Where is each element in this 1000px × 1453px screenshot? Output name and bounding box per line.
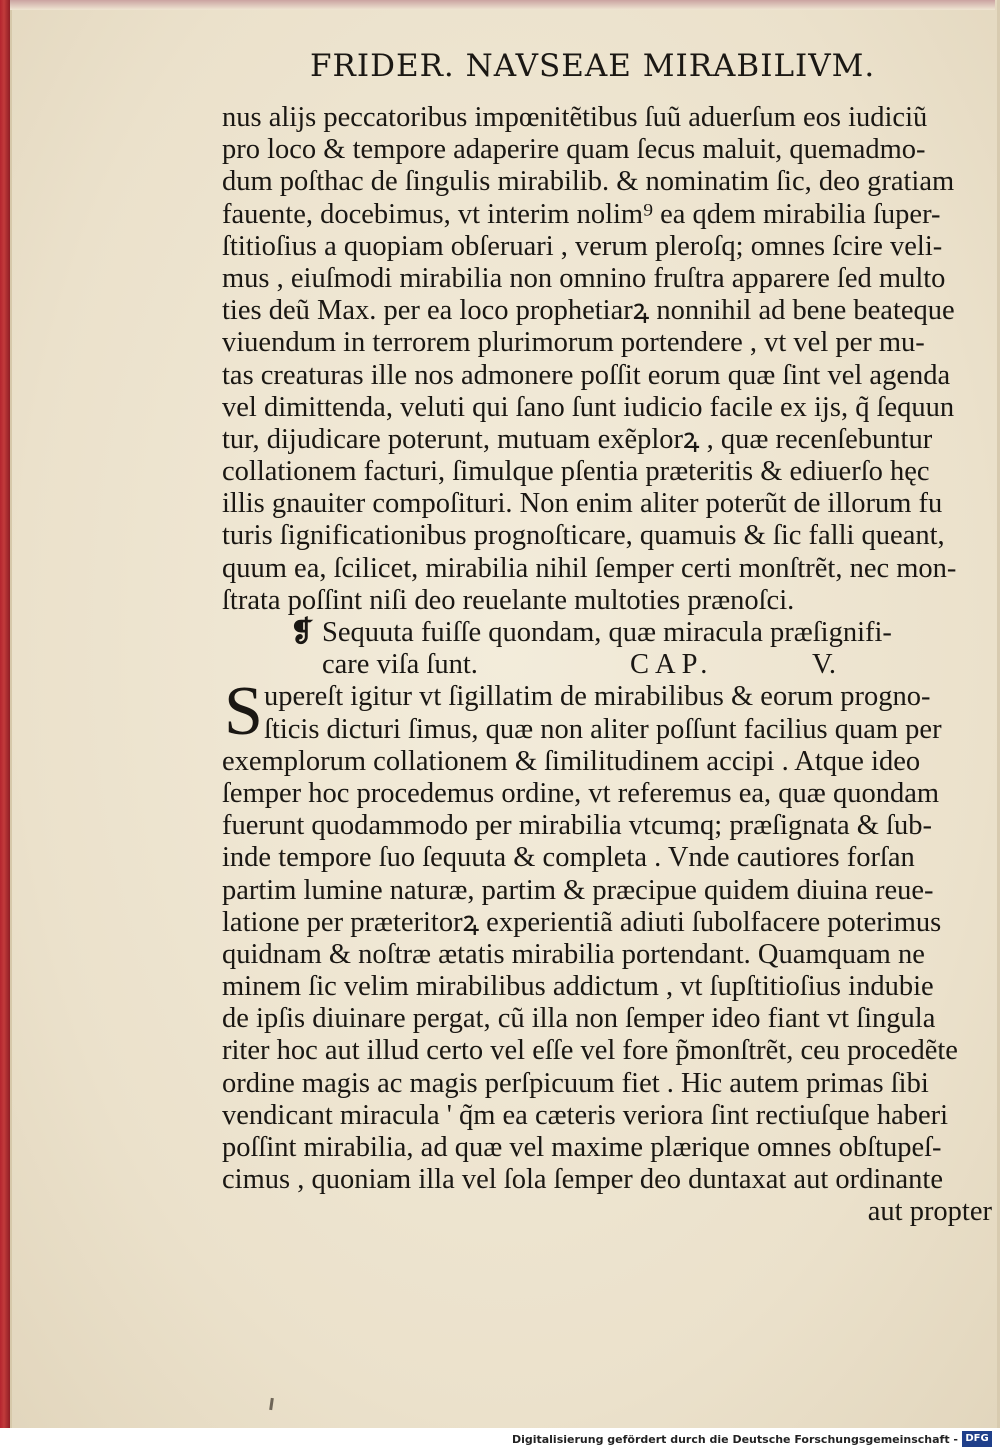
- chapter-heading-text-2: care viſa ſunt.: [322, 649, 478, 681]
- main-text: [222, 102, 992, 1229]
- paragraph-before-chapter: [222, 102, 992, 617]
- text-line: ſemper hoc procedemus ordine, vt referemus ea, quæ quondam: [222, 777, 940, 809]
- chapter-number: V.: [812, 649, 837, 681]
- catchword: aut propter: [867, 1196, 992, 1228]
- dropcap-line-1-text: upereſt igitur vt ſigillatim de mirabilibus & eorum progno-: [264, 681, 931, 713]
- running-head: FRIDER. NAVSEAE MIRABILIVM.: [310, 48, 876, 84]
- text-line: ſtrata poſſint niſi deo reuelante multoties prænoſci.: [222, 584, 795, 616]
- pilcrow-icon: ❡: [290, 617, 314, 648]
- chapter-heading-text-1: Sequuta fuiſſe quondam, quæ miracula præſignifi-: [322, 617, 892, 648]
- text-line: fauente, docebimus, vt interim nolim⁹ ea qdem mirabilia ſuper-: [222, 198, 941, 230]
- text-line: pro loco & tempore adaperire quam ſecus maluit, quemadmo-: [222, 134, 926, 166]
- footer-credit: Digitalisierung gefördert durch die Deutsche Forschungsgemeinschaft -: [511, 1433, 958, 1446]
- text-line: exemplorum collationem & ſimilitudinem accipi . Atque ideo: [222, 745, 921, 777]
- text-line: tur, dijudicare poterunt, mutuam exẽplorꝝ , quæ recenſebuntur: [222, 423, 933, 455]
- page-top-margin: [10, 0, 995, 10]
- text-line: minem ſic velim mirabilibus addictum , vt ſupſtitioſius indubie: [222, 971, 934, 1003]
- dropcap-line-2: [222, 714, 992, 746]
- text-line: quidnam & noſtræ ætatis mirabilia portendant. Quamquam ne: [222, 938, 925, 970]
- dropcap-line-2-text: ſticis dicturi ſimus, quæ non aliter poſſunt facilius quam per: [264, 713, 942, 745]
- text-line: inde tempore ſuo ſequuta & completa . Vnde cautiores forſan: [222, 842, 915, 874]
- text-line: illis gnauiter compoſituri. Non enim aliter poterũt de illorum fu: [222, 488, 943, 520]
- page-edge-binding: [0, 0, 10, 1428]
- text-line: de ipſis diuinare pergat, cũ illa non ſemper ideo fiant vt ſingula: [222, 1003, 936, 1035]
- text-line: tas creaturas ille nos admonere poſſit eorum quæ ſint vel agenda: [222, 359, 951, 391]
- text-line: mus , eiuſmodi mirabilia non omnino fruſtra apparere ſed multo: [222, 262, 946, 294]
- chapter-heading-line-1: [222, 617, 992, 649]
- text-line: nus alijs peccatoribus impœnitẽtibus ſuũ aduerſum eos iudiciũ: [222, 102, 928, 133]
- dfg-logo-icon: DFG: [962, 1431, 992, 1447]
- text-line: vendicant miracula ' q̃m ea cæteris veriora ſint rectiuſque haberi: [222, 1099, 949, 1131]
- text-line: ties deũ Max. per ea loco prophetiarꝝ nonnihil ad bene beateque: [222, 295, 955, 327]
- text-line: viuendum in terrorem plurimorum portendere , vt vel per mu-: [222, 327, 925, 359]
- text-line: poſſint mirabilia, ad quæ vel maxime plærique omnes obſtupeſ-: [222, 1132, 942, 1163]
- chapter-heading-line-2: [222, 649, 992, 681]
- text-line: vel dimittenda, veluti qui ſano ſunt iudicio facile ex ijs, q̃ ſequun: [222, 391, 955, 423]
- text-line: partim lumine naturæ, partim & præcipue quidem diuina reue-: [222, 874, 934, 906]
- text-line: riter hoc aut illud certo vel eſſe vel fore p̃monſtrẽt, ceu procedẽte: [222, 1035, 958, 1067]
- text-line: collationem facturi, ſimulque pſentia præteritis & ediuerſo hęc: [222, 456, 930, 488]
- text-line: ordine magis ac magis perſpicuum fiet . Hic autem primas ſibi: [222, 1067, 929, 1099]
- text-line: ſtitioſius a quopiam obſeruari , verum pleroſq; omnes ſcire veli-: [222, 230, 943, 262]
- text-line: quum ea, ſcilicet, mirabilia nihil ſemper certi monſtrẽt, nec mon-: [222, 552, 957, 584]
- text-line: dum poſthac de ſingulis mirabilib. & nominatim ſic, deo gratiam: [222, 166, 955, 198]
- paragraph-after-chapter: [222, 746, 992, 1197]
- text-line: fuerunt quodammodo per mirabilia vtcumq; præſignata & ſub-: [222, 810, 932, 842]
- dropcap-letter: S: [224, 673, 263, 751]
- text-line: turis ſignificationibus prognoſticare, quamuis & ſic falli queant,: [222, 520, 945, 552]
- text-line: cimus , quoniam illa vel ſola ſemper deo duntaxat aut ordinante: [222, 1164, 944, 1196]
- text-line: latione per præteritorꝝ experientiã adiuti ſubolfacere poterimus: [222, 906, 942, 938]
- chapter-label: CAP.: [630, 649, 714, 681]
